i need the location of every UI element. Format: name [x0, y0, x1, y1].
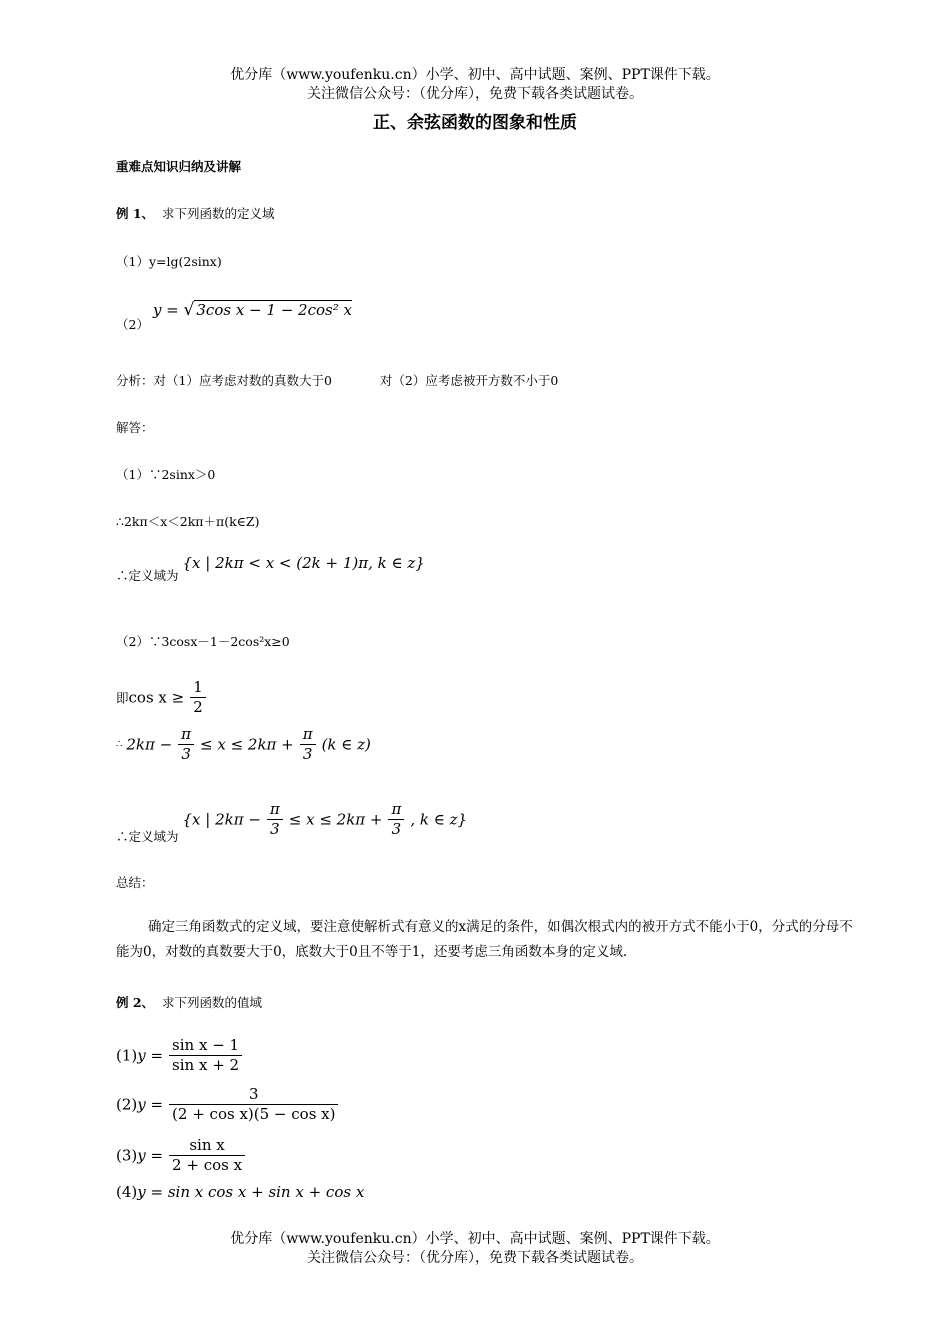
example1-item2-radicand: 3cos x − 1 − 2cos² x: [196, 301, 352, 319]
step6-fraction-1: [178, 725, 194, 764]
f1-prefix: (1): [116, 1046, 138, 1065]
header-line-2: 关注微信公众号：（优分库），免费下载各类试题试卷。: [307, 86, 643, 102]
step6-prefix: ∴: [116, 739, 123, 750]
step5-fraction: [190, 678, 206, 717]
step7-den2: 3: [391, 820, 402, 838]
f2-den: (2 + cos x)(5 − cos x): [172, 1105, 336, 1123]
step7-a: {x | 2kπ −: [182, 810, 261, 829]
f1-fraction: [169, 1036, 242, 1075]
solution-step-3: [116, 554, 425, 583]
example1-analysis: [116, 371, 558, 389]
solution-step-6: [116, 725, 371, 764]
step6-fraction-2: [300, 725, 316, 764]
step7-prefix: ∴定义域为: [116, 829, 179, 844]
f4-prefix: (4): [116, 1183, 138, 1201]
analysis-part-a: 分析：对（1）应考虑对数的真数大于0: [116, 373, 332, 388]
example1-item2: [116, 300, 352, 332]
summary-label: 总结：: [116, 875, 154, 890]
document-title: 正、余弦函数的图象和性质: [373, 113, 577, 133]
f3-lhs: y =: [137, 1146, 164, 1165]
f3-fraction: [169, 1136, 245, 1175]
example2-heading: [116, 993, 262, 1011]
example2-f3: [116, 1136, 247, 1175]
example1-item2-lhs: y =: [152, 301, 184, 319]
example1-item1: （1）y=lg(2sinx): [116, 254, 222, 269]
example2-f2: [116, 1085, 340, 1124]
step6-b: ≤ x ≤ 2kπ +: [200, 735, 294, 754]
example2-task: 求下列函数的值域: [162, 995, 263, 1010]
f2-fraction: [169, 1085, 338, 1124]
answer-label: 解答：: [116, 420, 154, 435]
step6-num1: π: [178, 725, 194, 745]
step5-lhs: cos x ≥: [128, 688, 185, 707]
step7-c: , k ∈ z}: [410, 810, 468, 829]
f1-num: sin x − 1: [169, 1036, 242, 1056]
example2-f1: [116, 1036, 244, 1075]
solution-step-2: ∴2kπ＜x＜2kπ＋π(k∈Z): [116, 514, 260, 529]
f1-lhs: y =: [137, 1046, 164, 1065]
f2-lhs: y =: [137, 1095, 164, 1114]
solution-step-1: （1）∵2sinx＞0: [116, 467, 216, 482]
step7-num1: π: [267, 800, 283, 820]
summary-paragraph: 确定三角函数式的定义域，要注意使解析式有意义的x满足的条件，如偶次根式内的被开方式不能小于0，分式的分母不能为0，对数的真数要大于0，底数大于0且不等于1，还要考虑三角函数本身的定义域.: [116, 919, 853, 960]
step3-prefix: ∴定义域为: [116, 568, 179, 583]
f2-prefix: (2): [116, 1095, 138, 1114]
section-heading: 重难点知识归纳及讲解: [116, 159, 242, 174]
step6-c: (k ∈ z): [321, 735, 371, 754]
example1-label: 例 1、: [116, 206, 155, 221]
step7-b: ≤ x ≤ 2kπ +: [288, 810, 383, 829]
step6-den2: 3: [302, 745, 313, 763]
step6-num2: π: [300, 725, 316, 745]
example1-heading: [116, 204, 275, 222]
analysis-part-b: 对（2）应考虑被开方数不小于0: [379, 373, 559, 388]
header-line-1: 优分库（www.youfenku.cn）小学、初中、高中试题、案例、PPT课件下载。: [230, 67, 720, 83]
step3-math: {x | 2kπ < x < (2k + 1)π, k ∈ z}: [182, 554, 425, 572]
example1-item2-prefix: （2）: [116, 317, 149, 332]
step7-fraction-2: [388, 800, 404, 839]
step5-prefix: 即: [116, 690, 129, 706]
solution-step-5: [116, 678, 208, 717]
f3-prefix: (3): [116, 1146, 138, 1165]
solution-step-4: （2）∵3cosx－1－2cos²x≥0: [116, 634, 290, 649]
f1-den: sin x + 2: [172, 1056, 240, 1074]
step7-fraction-1: [267, 800, 283, 839]
step7-num2: π: [388, 800, 404, 820]
sqrt-sign: √: [183, 300, 195, 320]
solution-step-7: [116, 800, 468, 844]
step6-den1: 3: [181, 745, 191, 763]
f4-expr: y = sin x cos x + sin x + cos x: [137, 1183, 365, 1201]
f3-den: 2 + cos x: [172, 1156, 243, 1174]
step6-a: 2kπ −: [126, 735, 173, 754]
step5-den: 2: [193, 698, 203, 716]
example1-task: 求下列函数的定义域: [162, 206, 275, 221]
example2-f4: [116, 1183, 364, 1201]
f3-num: sin x: [169, 1136, 245, 1156]
example2-label: 例 2、: [116, 995, 155, 1010]
footer-line-2: 关注微信公众号：（优分库），免费下载各类试题试卷。: [307, 1250, 643, 1266]
footer-line-1: 优分库（www.youfenku.cn）小学、初中、高中试题、案例、PPT课件下载。: [230, 1231, 720, 1247]
f2-num: 3: [169, 1085, 338, 1105]
step7-den1: 3: [270, 820, 280, 838]
step5-num: 1: [190, 678, 206, 698]
